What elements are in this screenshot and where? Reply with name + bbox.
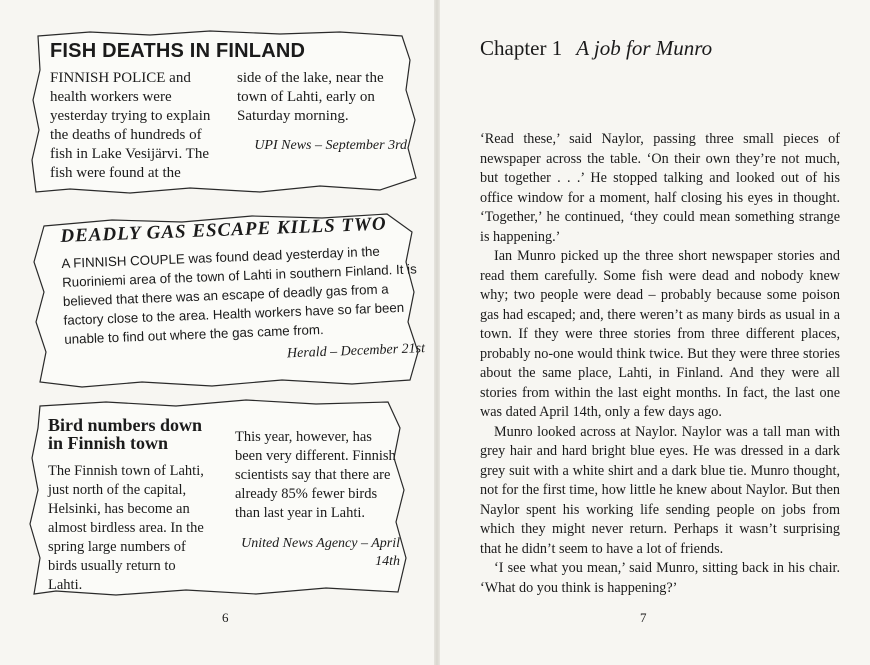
- chapter-label: Chapter 1: [480, 36, 563, 60]
- page-number-left: 6: [222, 610, 229, 625]
- paragraph: Ian Munro picked up the three short newspaper stories and read them carefully. Some fish were dead and nobody knew why; two people were dead – probably because some poison gas had escaped; and, there weren’t as many birds as usual in a town. If they were three stories from three different places, probably no-one would think twice. But they were three stories about the same place, Lahti, in Finland. And they were all stories from within the last eight months. In fact, the last one was dated April 14th, only a few days ago.: [480, 248, 840, 420]
- paragraph: Munro looked across at Naylor. Naylor was a tall man with grey hair and hard bright blue eyes. He was dressed in a dark grey suit with a white shirt and a dark blue tie. Munro thought, not for the first time, how little he knew about Naylor. But then Naylor spent his working life sending people on jobs from which they might never return. Perhaps it wasn’t surprising that he didn’t seem to have a lot of friends.: [480, 423, 840, 557]
- clipping-headline: DEADLY GAS ESCAPE KILLS TWO: [60, 213, 388, 247]
- page-number-right: 7: [640, 610, 647, 625]
- paragraph: ‘Read these,’ said Naylor, passing three small pieces of newspaper across the table. ‘On their own they’re not much, but together . . .’ He stopped talking and looked out of his office window for a moment, half closing his eyes in thought. ‘Together,’ he continued, ‘they could mean something strange is happening.’: [480, 131, 840, 245]
- clipping-column-1: FINNISH POLICE and health workers were yesterday trying to explain the deaths of hundreds of fish in Lake Vesijärvi. The fish were found at the: [50, 70, 211, 181]
- clipping-column-1: The Finnish town of Lahti, just north of the capital, Helsinki, has become an almost birdless area. In the spring large numbers of birds usually return to Lahti.: [48, 463, 204, 593]
- clipping-source: Herald – December 21st: [286, 341, 426, 362]
- chapter-text: [480, 130, 840, 598]
- clipping-headline: FISH DEATHS IN FINLAND: [50, 40, 306, 62]
- clipping-source: UPI News – September 3rd: [254, 138, 407, 153]
- clipping-body: A FINNISH COUPLE was found dead yesterday in the Ruoriniemi area of the town of Lahti in southern Finland. It is believed that there was an escape of deadly gas from a factory close to the area. Health workers have so far been unable to find out where the gas came from.: [61, 243, 417, 347]
- chapter-heading: [480, 36, 712, 61]
- right-page: [440, 0, 870, 665]
- clipping-column-2: This year, however, has been very different. Finnish scientists say that there are already 85% fewer birds than last year in Lahti.: [235, 429, 396, 521]
- clipping-fish-deaths: [30, 30, 425, 195]
- chapter-title: A job for Munro: [576, 36, 713, 60]
- paragraph: ‘I see what you mean,’ said Munro, sitting back in his chair. ‘What do you think is happening?’: [480, 560, 840, 596]
- clipping-gas-escape: [22, 212, 432, 390]
- clipping-source: United News Agency – April 14th: [241, 536, 400, 569]
- clipping-column-2: side of the lake, near the town of Lahti, early on Saturday morning.: [237, 70, 384, 124]
- clipping-bird-numbers: [26, 398, 426, 598]
- left-page: [0, 0, 434, 665]
- clipping-headline: Bird numbers down in Finnish town: [48, 415, 203, 453]
